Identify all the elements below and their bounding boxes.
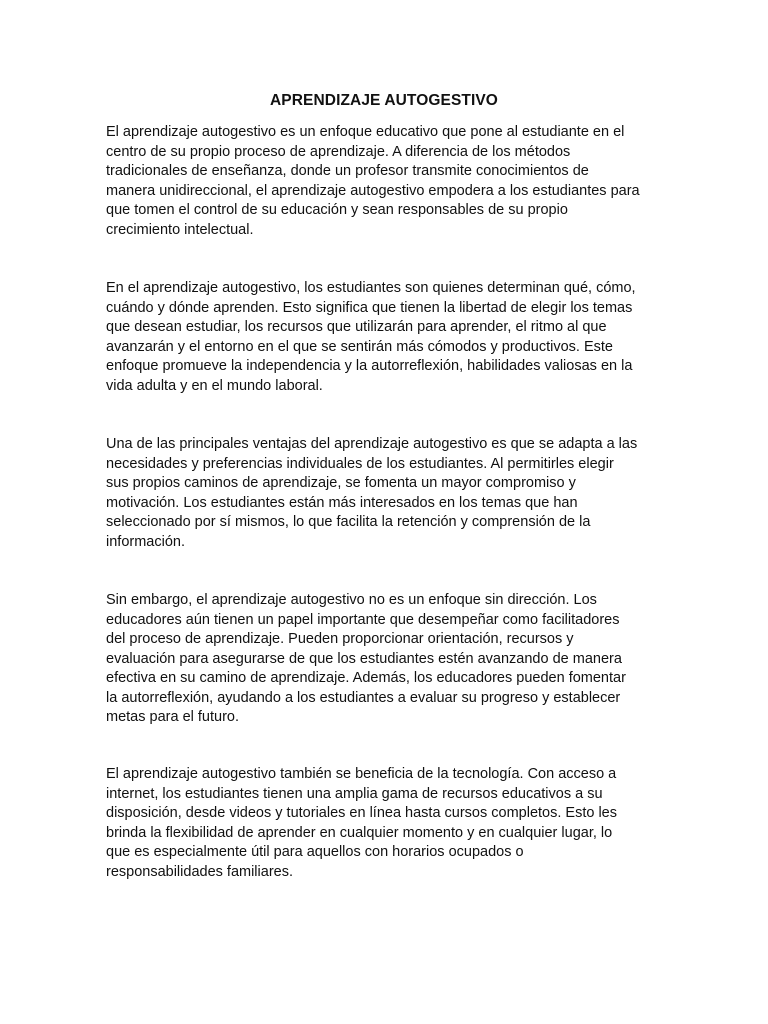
paragraph-line: información.	[106, 533, 185, 550]
paragraph-line: del proceso de aprendizaje. Pueden proporcionar orientación, recursos y	[106, 631, 574, 647]
paragraph-line: tradicionales de enseñanza, donde un profesor transmite conocimientos de	[106, 163, 589, 179]
paragraph-3	[106, 435, 662, 552]
paragraph-line: motivación. Los estudiantes están más interesados en los temas que han	[106, 494, 578, 511]
paragraph-line: internet, los estudiantes tienen una amplia gama de recursos educativos a su	[106, 785, 603, 802]
paragraph-line: brinda la flexibilidad de aprender en cualquier momento y en cualquier lugar, lo	[106, 824, 613, 841]
paragraph-line: vida adulta y en el mundo laboral.	[106, 377, 323, 394]
paragraph-line: El aprendizaje autogestivo es un enfoque educativo que pone al estudiante en el	[106, 124, 625, 140]
paragraph-line: que es especialmente útil para aquellos con horarios ocupados o	[106, 844, 524, 860]
paragraph-line: En el aprendizaje autogestivo, los estudiantes son quienes determinan qué, cómo,	[106, 280, 636, 296]
paragraph-line: que desean estudiar, los recursos que utilizarán para aprender, el ritmo al que	[106, 319, 607, 335]
paragraph-line: la autorreflexión, ayudando a los estudiantes a evaluar su progreso y establecer	[106, 689, 621, 706]
paragraph-line: efectiva en su camino de aprendizaje. Además, los educadores pueden fomentar	[106, 670, 626, 686]
paragraph-line: cuándo y dónde aprenden. Esto significa que tienen la libertad de elegir los temas	[106, 299, 633, 316]
paragraph-line: que tomen el control de su educación y sean responsables de su propio	[106, 202, 568, 218]
paragraph-5	[106, 765, 662, 882]
paragraph-line: educadores aún tienen un papel importante que desempeñar como facilitadores	[106, 611, 620, 628]
paragraph-line: sus propios caminos de aprendizaje, se fomenta un mayor compromiso y	[106, 475, 576, 491]
paragraph-line: evaluación para asegurarse de que los estudiantes estén avanzando de manera	[106, 650, 622, 667]
paragraph-line: Una de las principales ventajas del aprendizaje autogestivo es que se adapta a las	[106, 436, 638, 452]
paragraph-line: enfoque promueve la independencia y la autorreflexión, habilidades valiosas en la	[106, 358, 633, 374]
paragraph-line: avanzarán y el entorno en el que se sentirán más cómodos y productivos. Este	[106, 338, 613, 355]
paragraph-line: seleccionado por sí mismos, lo que facilita la retención y comprensión de la	[106, 514, 591, 530]
paragraph-line: necesidades y preferencias individuales de los estudiantes. Al permitirles elegir	[106, 455, 614, 472]
paragraph-4	[106, 591, 662, 728]
paragraph-line: Sin embargo, el aprendizaje autogestivo no es un enfoque sin dirección. Los	[106, 592, 597, 608]
paragraph-line: El aprendizaje autogestivo también se beneficia de la tecnología. Con acceso a	[106, 766, 617, 782]
paragraph-line: metas para el futuro.	[106, 709, 239, 725]
paragraph-line: responsabilidades familiares.	[106, 863, 293, 880]
paragraph-line: centro de su propio proceso de aprendizaje. A diferencia de los métodos	[106, 143, 571, 160]
paragraph-1	[106, 123, 662, 240]
paragraph-2	[106, 279, 662, 396]
paragraph-line: crecimiento intelectual.	[106, 221, 254, 238]
paragraph-line: disposición, desde videos y tutoriales en línea hasta cursos completos. Esto les	[106, 805, 617, 821]
document-title: APRENDIZAJE AUTOGESTIVO	[270, 92, 498, 109]
paragraph-line: manera unidireccional, el aprendizaje autogestivo empodera a los estudiantes para	[106, 182, 640, 199]
